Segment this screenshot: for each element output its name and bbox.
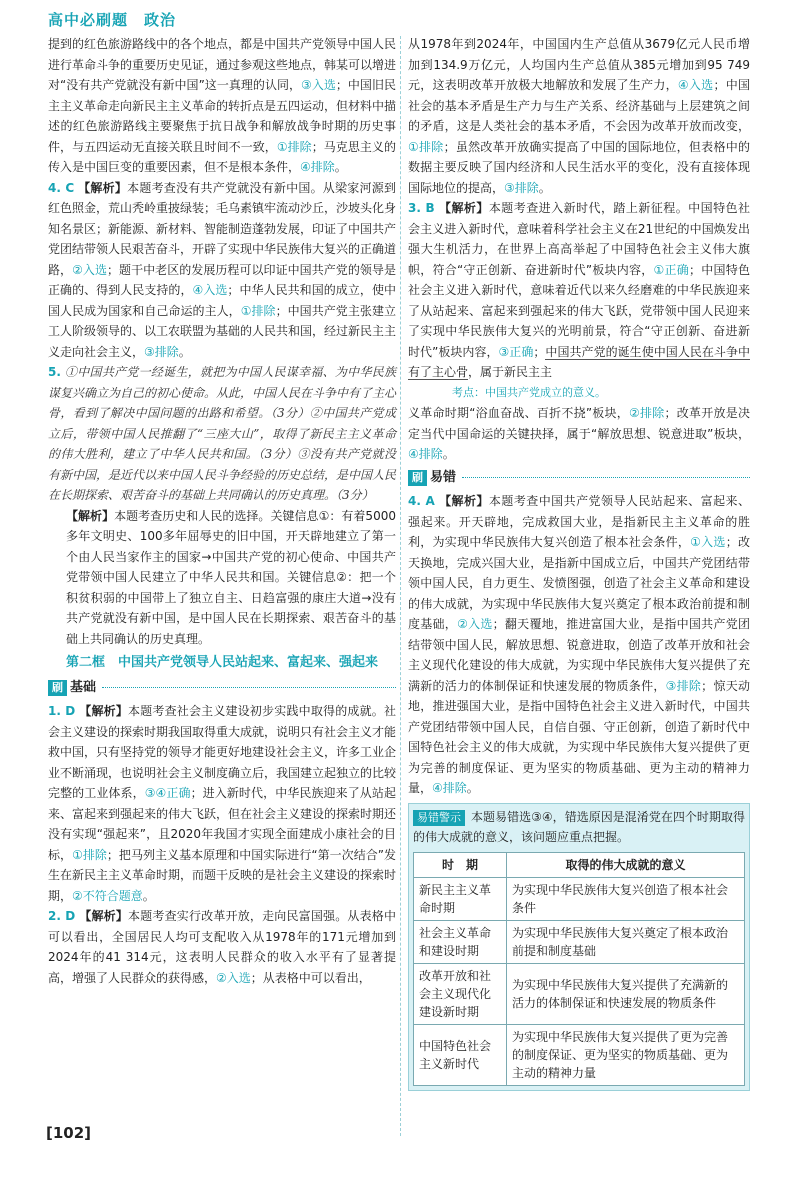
margin-note: 考点：中国共产党成立的意义。 [452,385,606,399]
section-title: 第二框 中国共产党领导人民站起来、富起来、强起来 [65,655,378,670]
answer-q2: 2. D 【解析】本题考查实行改革开放，走向民富国强。从表格中可以看出，全国居民人均可支配收入从1978年的171元增加到2024年的41 314元，这表明人民群众的收入水平有了显著提高，增强了人民群众的获得感，②入选；从表格中可以看出， [48,909,396,985]
book-header: 高中必刷题 政治 [48,11,177,29]
answer-q5-analysis: 【解析】本题考查历史和人民的选择。关键信息①：有着5000多年文明史、100多年屈辱史的旧中国，开天辟地建立了第一个由人民当家作主的国家→中国共产党的初心使命、中国共产党带领中国人民建立了中华人民共和国。关键信息②：把一个积贫积弱的中国带上了独立自主、日趋富强的康庄大道→没有共产党就没有新中国，是中国人民在长期探索、艰苦奋斗的基础上共同确认的历史真理。 [66,508,396,646]
right-column [408,34,750,1091]
left-column [48,34,396,988]
table-row: 新民主主义革命时期 为实现中华民族伟大复兴创造了根本社会条件 [414,877,745,920]
question-number: 4. A [408,494,435,508]
continued-paragraph: 提到的红色旅游路线中的各个地点，都是中国共产党领导中国人民进行革命斗争的重要历史见证，通过参观这些地点，韩某可以增进对“没有共产党就没有新中国”这一真理的认同，③入选；中国旧民主主义革命走向新民主主义革命的转折点是五四运动，但材料中描述的红色旅游路线主要聚焦于抗日战争和解放战争时期的历史事件，与五四运动无直接关联且时间不一致，①排除；马克思主义的传入是中国巨变的重要因素，但不是根本条件，④排除。 [48,37,397,174]
table-row: 社会主义革命和建设时期 为实现中华民族伟大复兴奠定了根本政治前提和制度基础 [414,920,745,963]
question-number: 4. C [48,180,75,195]
tag-error: 刷 易错 [408,468,750,489]
underlined-text: 中国共产党的诞生使中国人民在斗争中有了主心骨 [408,344,750,379]
page-number: [102] [46,1124,92,1142]
question-number: 1. D [48,704,76,718]
error-warning-box [408,803,750,1091]
answer-q3: 3. B 【解析】本题考查进入新时代，踏上新征程。中国特色社会主义进入新时代，意味着科学社会主义在21世纪的中国焕发出强大生机活力，在世界上高高举起了中国特色社会主义伟大旗帜，符合“守正创新、奋进新时代”板块内容，①正确；中国特色社会主义进入新时代，意味着近代以来久经磨难的中华民族迎来了从站起来、富起来到强起来的伟大飞跃，党带领中国人民迎来了实现中华民族伟大复兴的光明前景，符合“守正创新、奋进新时代”板块内容，③正确；中国共产党的诞生使中国人民在斗争中有了主心骨，属于新民主主 [408,201,751,379]
answer-q4: 4. C 【解析】本题考查没有共产党就没有新中国。从梁家河源到红色照金，荒山秃岭重披绿装；毛乌素镇牢流动沙丘，沙坡头化身知名景区；新能源、新材料、智能制造蓬勃发展，印证了中国共产党团结带领人民艰苦奋斗，开辟了实现中华民族伟大复兴的正确道路，②入选；题干中老区的发展历程可以印证中国共产党的领导是正确的、得到人民支持的，④入选；中华人民共和国的成立，使中国人民成为国家和自己命运的主人，①排除；中国共产党主张建立工人阶级领导的、以工农联盟为基础的人民共和国，经过新民主主义走向社会主义，③排除。 [48,180,397,359]
table-header-period: 时 期 [414,852,507,877]
table-header-meaning: 取得的伟大成就的意义 [507,852,745,877]
question-number: 2. D [48,909,76,923]
warning-text: 本题易错选③④，错选原因是混淆党在四个时期取得的伟大成就的意义，该问题应重点把握。 [413,809,745,844]
table-row: 改革开放和社会主义现代化建设新时期 为实现中华民族伟大复兴提供了充满新的活力的体制保证和快速发展的物质条件 [414,963,745,1024]
table-row: 中国特色社会主义新时代 为实现中华民族伟大复兴提供了更为完善的制度保证、更为坚实的物质基础、更为主动的精神力量 [414,1024,745,1085]
column-divider [400,36,401,1136]
answer-q3-continued: 义革命时期“浴血奋战、百折不挠”板块，②排除；改革开放是决定当代中国命运的关键抉择，属于“解放思想、锐意进取”板块，④排除。 [408,406,751,461]
warning-tag: 易错警示 [413,810,465,826]
tag-basic: 刷 基础 [48,678,396,699]
question-number: 3. B [408,201,435,215]
achievement-table [413,852,745,1086]
answer-q1: 1. D 【解析】本题考查社会主义建设初步实践中取得的成就。社会主义建设的探索时期我国取得重大成就，说明只有社会主义才能救中国，只有坚持党的领导才能更好地建设社会主义，许多工业企业不断涌现，也说明社会主义制度确立后，我国建立起独立的比较完整的工业体系，③④正确；进入新时代，中华民族迎来了从站起来、富起来到强起来的伟大飞跃，但在社会主义建设的探索时期还没有实现“强起来”，且2020年我国才实现全面建成小康社会的目标，①排除；把马列主义基本原理和中国实际进行“第一次结合”发生在新民主主义革命时期，而题干反映的是社会主义建设的探索时期，②不符合题意。 [48,704,397,903]
answer-q5 [48,362,396,506]
tag-glyph: 刷 [408,470,427,486]
continued-paragraph: 从1978年到2024年，中国国内生产总值从3679亿元人民币增加到134.9万亿元，人均国内生产总值从385元增加到95 749元，这表明改革开放极大地解放和发展了生产力，④入选；中国社会的基本矛盾是生产力与生产关系、经济基础与上层建筑之间的矛盾，这是人类社会的基本矛盾，不会因为改革开放而改变，①排除；虽然改革开放确实提高了中国的国际地位，但表格中的数据主要反映了国内经济和人民生活水平的变化，没有直接体现国际地位的提高，③排除。 [408,37,750,195]
question-number: 5. [48,365,61,379]
tag-glyph: 刷 [48,680,67,696]
answer-q4-right: 4. A 【解析】本题考查中国共产党领导人民站起来、富起来、强起来。开天辟地，完成救国大业，是指新民主主义革命的胜利，为实现中华民族伟大复兴创造了根本社会条件，①入选；改天换地，完成兴国大业，是指新中国成立后，中国共产党团结带领中国人民，自力更生、发愤图强，创造了社会主义革命和建设的伟大成就，为实现中华民族伟大复兴奠定了根本政治前提和制度基础，②入选；翻天覆地，推进富国大业，是指中国共产党团结带领中国人民，解放思想、锐意进取，创造了改革开放和社会主义现代化建设的伟大成就，为实现中华民族伟大复兴提供了充满新的活力的体制保证和快速发展的物质条件，③排除；惊天动地，推进强国大业，是指中国特色社会主义进入新时代，中国共产党团结带领中国人民，自信自强、守正创新，创造了新时代中国特色社会主义的伟大成就，为实现中华民族伟大复兴提供了更为完善的制度保证、更为坚实的物质基础、更为主动的精神力量，④排除。 [408,494,750,795]
handwritten-answer: ①中国共产党一经诞生，就把为中国人民谋幸福、为中华民族谋复兴确立为自己的初心使命。从此，中国人民在斗争中有了主心骨，看到了解决中国问题的出路和希望。（3分）②中国共产党成立后，带领中国人民推翻了“三座大山”，取得了新民主主义革命的伟大胜利，建立了中华人民共和国。（3分）③没有共产党就没有新中国，是近代以来中国人民斗争经验的历史总结，是中国人民在长期探索、艰苦奋斗的基础上共同确认的历史真理。（3分） [48,365,397,502]
